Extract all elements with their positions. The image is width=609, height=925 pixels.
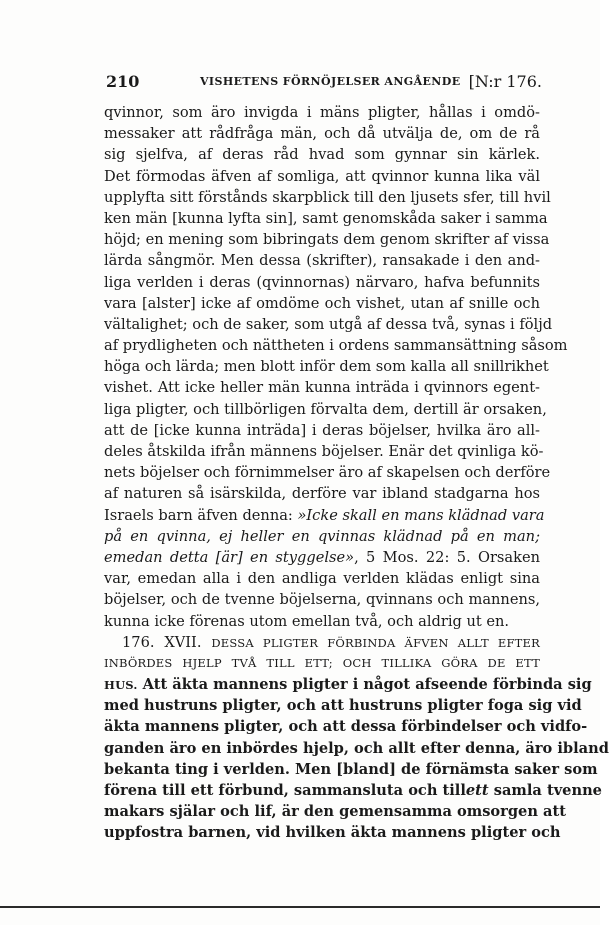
text-line: makars själar och lif, är den gemensamma omsorgen att [104,803,566,821]
text-line: kunna icke förenas utom emellan två, och aldrig ut en. [104,612,510,630]
text-line: Det förmodas äfven af somliga, att qvinnor kunna lika väl [104,167,540,185]
text-span: samla tvenne [488,782,602,799]
text-line: att de [icke kunna inträda] i deras böjelser, hvilka äro all- [104,421,540,439]
text-line [104,780,602,801]
quoted-verse: »Icke skall en mans klädnad vara [297,506,545,524]
text-span: förena till ett förbund, sammansluta och till [104,782,466,799]
emphasis: ett [465,782,489,799]
section-reference: [N:r 176. [468,72,542,91]
text-line: höga och lärda; men blott inför dem som kalla all snillrikhet [104,358,549,376]
text-line: böjelser, och de tvenne böjelserna, qvinnans och mannens, [104,591,540,609]
text-line: qvinnor, som äro invigda i mäns pligter, hållas i omdö- [104,104,540,121]
text-line [104,674,592,695]
text-line: nets böjelser och förnimmelser äro af skapelsen och derföre [104,464,551,482]
text-line: vältalighet; och de saker, som utgå af dessa två, synas i följd [104,315,553,333]
text-line: liga pligter, och tillbörligen förvalta dem, dertill är orsaken, [104,400,547,418]
section-heading: DESSA PLIGTER FÖRBINDA ÄFVEN ALLT EFTER [211,635,540,650]
text-line: messaker att rådfråga män, och då utvälja de, om de rå [104,125,540,143]
text-line: med hustruns pligter, och att hustruns pligter foga sig vid [104,697,582,715]
running-title: VISHETENS FÖRNÖJELSER ANGÅENDE [200,75,461,88]
text-line [104,505,545,526]
section-number: 176. XVII. [122,633,202,651]
text-line: lärda sångmör. Men dessa (skrifter), ransakade i den and- [104,252,540,270]
text-span: Israels barn äfven denna: [104,506,293,524]
text-line: af naturen så isärskilda, derföre var ibland stadgarna hos [104,485,540,503]
text-line: liga verlden i deras (qvinnornas) närvaro, hafva befunnits [104,273,540,291]
section-heading-end: HUS. [104,678,138,693]
text-line: uppfostra barnen, vid hvilken äkta mannens pligter och [104,824,561,842]
text-span: , 5 Mos. 22: 5. Orsaken [354,548,540,566]
text-line: höjd; en mening som bibringats dem genom skrifter af vissa [104,231,550,249]
text-line: var, emedan alla i den andliga verlden klädas enligt sina [104,570,540,588]
body-text [104,102,609,844]
page-number: 210 [106,72,140,91]
section-heading-line [104,632,540,653]
text-line: bekanta ting i verlden. Men [bland] de förnämsta saker som [104,760,598,778]
text-line: sig sjelfva, af deras råd hvad som gynnar sin kärlek. [104,146,540,164]
text-line: af prydligheten och nättheten i ordens sammansättning såsom [104,337,568,355]
quoted-verse: emedan detta [är] en styggelse» [104,548,355,566]
text-line: ken män [kunna lyfta sin], samt genomskåda saker i samma [104,209,548,227]
page-header [106,72,542,96]
text-line: vishet. Att icke heller män kunna inträda i qvinnors egent- [104,379,540,397]
text-line: äkta mannens pligter, och att dessa förbindelser och vidfo- [104,718,588,736]
bottom-edge-rule [0,906,600,908]
text-line: upplyfta sitt förstånds skarpblick till den ljusets sfer, till hvil [104,188,551,206]
text-line: ganden äro en inbördes hjelp, och allt efter denna, äro ibland [104,739,609,757]
text-line [104,547,540,568]
text-line: deles åtskilda ifrån männens böjelser. Enär det qvinliga kö- [104,443,544,460]
text-span: Att äkta mannens pligter i något afseende förbinda sig [137,676,592,694]
section-heading-line: INBÖRDES HJELP TVÅ TILL ETT; OCH TILLIKA GÖRA DE ETT [104,655,540,670]
text-line: på en qvinna, ej heller en qvinnas klädnad på en man; [104,527,540,545]
text-line: vara [alster] icke af omdöme och vishet, utan af snille och [104,294,540,312]
